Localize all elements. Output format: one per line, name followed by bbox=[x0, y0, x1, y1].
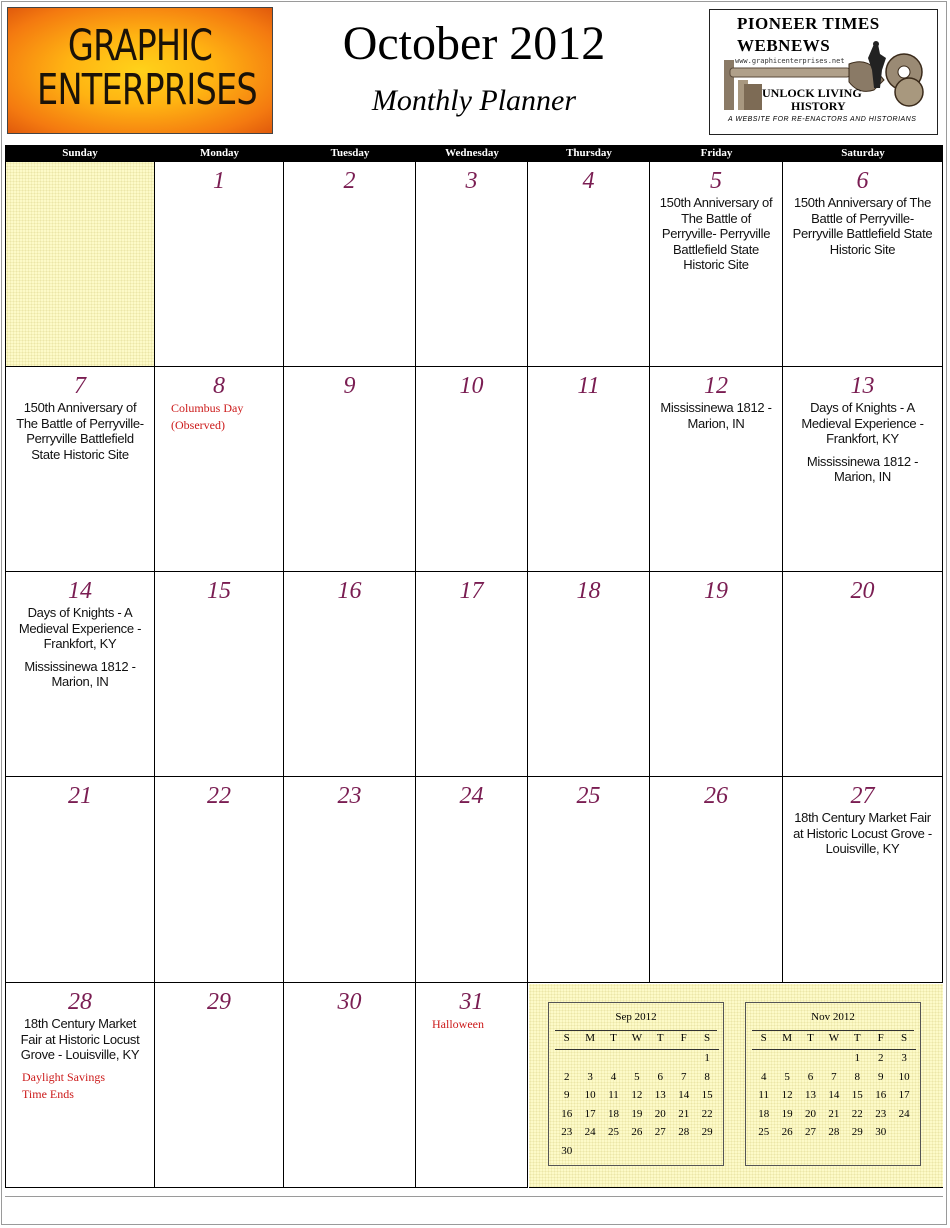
day-number: 22 bbox=[207, 783, 231, 809]
mini-day[interactable]: 7 bbox=[680, 1070, 687, 1083]
mini-calendar-nov bbox=[745, 1002, 921, 1166]
graphic-enterprises-logo bbox=[7, 7, 273, 134]
mini-day[interactable]: 30 bbox=[875, 1126, 887, 1138]
day-cell-10[interactable] bbox=[416, 367, 528, 572]
mini-day[interactable]: 16 bbox=[561, 1107, 573, 1120]
day-cell-20[interactable] bbox=[783, 572, 943, 777]
mini-day[interactable]: 25 bbox=[607, 1126, 619, 1138]
day-number: 16 bbox=[337, 578, 362, 604]
mini-day[interactable]: 26 bbox=[781, 1126, 793, 1138]
day-number: 5 bbox=[710, 168, 722, 194]
day-cell-7[interactable] bbox=[5, 367, 155, 572]
page-title: October 2012 bbox=[342, 17, 606, 70]
mini-day[interactable]: 2 bbox=[563, 1070, 570, 1083]
event-text: Mississinewa 1812 - Marion, IN bbox=[660, 400, 772, 431]
mini-day[interactable]: 11 bbox=[608, 1089, 619, 1101]
day-cell-16[interactable] bbox=[284, 572, 416, 777]
mini-weekday-label: F bbox=[680, 1032, 687, 1044]
mini-day[interactable]: 18 bbox=[607, 1107, 619, 1120]
mini-day[interactable]: 29 bbox=[851, 1126, 863, 1138]
mini-day[interactable]: 23 bbox=[875, 1107, 887, 1120]
holiday-text: Time Ends bbox=[22, 1086, 74, 1101]
day-number: 26 bbox=[704, 783, 728, 809]
mini-day[interactable]: 24 bbox=[584, 1126, 596, 1138]
day-number: 12 bbox=[704, 373, 728, 399]
day-number: 13 bbox=[850, 373, 875, 399]
mini-day[interactable]: 17 bbox=[898, 1089, 910, 1101]
day-cell-24[interactable] bbox=[416, 777, 528, 983]
day-cell-9[interactable] bbox=[284, 367, 416, 572]
day-number: 15 bbox=[207, 578, 231, 604]
day-cell-26[interactable] bbox=[650, 777, 783, 983]
day-number: 23 bbox=[337, 783, 362, 809]
mini-calendar-area bbox=[529, 984, 943, 1188]
mini-weekday-label: T bbox=[807, 1032, 814, 1044]
day-cell-13[interactable] bbox=[783, 367, 943, 572]
event-text: 150th Anniversary of The Battle of Perryville- Perryville Battlefield State Historic Site bbox=[659, 195, 773, 272]
mini-day[interactable]: 12 bbox=[781, 1089, 793, 1101]
day-cell-11[interactable] bbox=[528, 367, 650, 572]
mini-day[interactable]: 30 bbox=[561, 1144, 573, 1157]
mini-day[interactable]: 10 bbox=[584, 1089, 596, 1101]
logo-url: www.graphicenterprises.net bbox=[735, 57, 845, 65]
divider bbox=[752, 1049, 916, 1050]
day-number: 19 bbox=[704, 578, 728, 604]
mini-day[interactable]: 20 bbox=[804, 1107, 816, 1120]
day-cell-12[interactable] bbox=[650, 367, 783, 572]
mini-weekday-label: S bbox=[563, 1032, 570, 1044]
mini-day[interactable]: 15 bbox=[851, 1089, 863, 1101]
divider bbox=[752, 1030, 914, 1031]
event-text: Mississinewa 1812 - Marion, IN bbox=[806, 453, 919, 484]
mini-day[interactable]: 24 bbox=[898, 1107, 910, 1120]
day-cell-30[interactable] bbox=[284, 983, 416, 1188]
day-cell-23[interactable] bbox=[284, 777, 416, 983]
holiday-text: Columbus Day bbox=[171, 401, 244, 415]
day-number: 25 bbox=[576, 783, 601, 809]
mini-day[interactable]: 9 bbox=[877, 1070, 884, 1083]
divider bbox=[555, 1030, 717, 1031]
day-cell-19[interactable] bbox=[650, 572, 783, 777]
day-cell-28[interactable] bbox=[5, 983, 155, 1188]
history-text: HISTORY bbox=[791, 99, 846, 113]
mini-day[interactable]: 6 bbox=[807, 1070, 814, 1083]
page-subtitle: Monthly Planner bbox=[371, 84, 577, 117]
mini-day[interactable]: 25 bbox=[758, 1126, 770, 1138]
empty-day-cell[interactable] bbox=[5, 162, 155, 367]
mini-day[interactable]: 7 bbox=[831, 1070, 837, 1083]
mini-day[interactable]: 12 bbox=[631, 1089, 643, 1101]
holiday-text: (Observed) bbox=[171, 418, 225, 432]
mini-day[interactable]: 26 bbox=[631, 1126, 643, 1138]
day-number: 4 bbox=[582, 168, 595, 194]
day-number: 7 bbox=[74, 373, 86, 399]
mini-day[interactable]: 5 bbox=[634, 1070, 640, 1083]
logo-line-2: ENTERPRISES bbox=[37, 65, 257, 115]
day-cell-6[interactable] bbox=[783, 162, 943, 367]
unlock-living-text: UNLOCK LIVING bbox=[762, 86, 862, 100]
mini-day[interactable]: 19 bbox=[631, 1107, 643, 1120]
weekday-label-sunday: Sunday bbox=[62, 147, 98, 159]
mini-day[interactable]: 14 bbox=[678, 1089, 690, 1101]
mini-day[interactable]: 2 bbox=[877, 1052, 884, 1064]
event-text: 18th Century Market Fair at Historic Locust Grove - Louisville, KY bbox=[793, 810, 932, 856]
weekday-label-monday: Monday bbox=[199, 147, 240, 159]
mini-day[interactable]: 6 bbox=[657, 1070, 664, 1083]
mini-day[interactable]: 27 bbox=[804, 1126, 816, 1138]
day-number: 21 bbox=[68, 783, 92, 809]
mini-day[interactable]: 22 bbox=[701, 1107, 713, 1120]
mini-day[interactable]: 13 bbox=[804, 1089, 816, 1101]
day-number: 6 bbox=[856, 168, 869, 194]
weekday-header bbox=[5, 145, 943, 162]
event-text: 150th Anniversary of The Battle of Perryville- Perryville Battlefield State Historic Site bbox=[792, 195, 933, 257]
webnews-title: WEBNEWS bbox=[737, 36, 831, 55]
mini-day[interactable]: 28 bbox=[828, 1126, 840, 1138]
mini-day[interactable]: 9 bbox=[563, 1089, 570, 1101]
day-cell-5[interactable] bbox=[650, 162, 783, 367]
divider bbox=[555, 1049, 719, 1050]
day-number: 8 bbox=[213, 373, 225, 399]
mini-weekday-label: S bbox=[704, 1032, 711, 1044]
weekday-label-saturday: Saturday bbox=[841, 147, 885, 159]
mini-day[interactable]: 1 bbox=[854, 1052, 861, 1064]
mini-day[interactable]: 29 bbox=[701, 1126, 713, 1138]
day-number: 18 bbox=[576, 578, 601, 604]
mini-day[interactable]: 19 bbox=[781, 1107, 793, 1120]
day-cell-29[interactable] bbox=[155, 983, 284, 1188]
mini-weekday-label: S bbox=[901, 1032, 908, 1044]
mini-day[interactable]: 22 bbox=[851, 1107, 863, 1120]
event-text: Mississinewa 1812 - Marion, IN bbox=[24, 658, 136, 689]
day-number: 29 bbox=[207, 989, 231, 1015]
mini-weekday-label: W bbox=[828, 1032, 840, 1044]
day-cell-18[interactable] bbox=[528, 572, 650, 777]
weekday-label-friday: Friday bbox=[700, 147, 733, 159]
mini-day[interactable]: 18 bbox=[758, 1107, 770, 1120]
mini-day[interactable]: 13 bbox=[654, 1089, 666, 1101]
day-number: 11 bbox=[577, 373, 600, 399]
mini-calendar-sep bbox=[548, 1002, 724, 1166]
weekday-label-thursday: Thursday bbox=[566, 147, 612, 159]
pioneer-times-title: PIONEER TIMES bbox=[737, 14, 880, 33]
mini-weekday-label: T bbox=[853, 1032, 861, 1044]
logo-line-1: GRAPHIC bbox=[67, 21, 213, 71]
day-number: 9 bbox=[343, 373, 356, 399]
day-number: 3 bbox=[465, 168, 478, 194]
mini-weekday-label: S bbox=[760, 1032, 767, 1044]
day-number: 20 bbox=[850, 578, 875, 604]
mini-day[interactable]: 4 bbox=[760, 1070, 767, 1083]
day-cell-22[interactable] bbox=[155, 777, 284, 983]
day-cell-4[interactable] bbox=[528, 162, 650, 367]
mini-day[interactable]: 27 bbox=[654, 1126, 666, 1138]
mini-calendar-title: Sep 2012 bbox=[615, 1011, 657, 1023]
mini-day[interactable]: 10 bbox=[898, 1070, 910, 1083]
day-number: 28 bbox=[68, 989, 92, 1015]
mini-calendar-title: Nov 2012 bbox=[811, 1011, 855, 1023]
day-cell-14[interactable] bbox=[5, 572, 155, 777]
holiday-text: Daylight Savings bbox=[22, 1069, 105, 1084]
mini-day[interactable]: 4 bbox=[610, 1070, 617, 1083]
divider bbox=[5, 1196, 943, 1197]
day-cell-15[interactable] bbox=[155, 572, 284, 777]
day-number: 17 bbox=[459, 578, 484, 604]
weekday-label-tuesday: Tuesday bbox=[330, 147, 370, 159]
day-number: 10 bbox=[459, 373, 484, 399]
mini-day[interactable]: 14 bbox=[828, 1089, 840, 1101]
day-number: 1 bbox=[213, 168, 225, 194]
mini-day[interactable]: 3 bbox=[587, 1070, 593, 1083]
day-cell-8[interactable] bbox=[155, 367, 284, 572]
day-number: 27 bbox=[850, 783, 875, 809]
day-cell-27[interactable] bbox=[783, 777, 943, 983]
mini-weekday-label: T bbox=[656, 1032, 664, 1044]
day-cell-2[interactable] bbox=[284, 162, 416, 367]
day-number: 31 bbox=[459, 989, 484, 1015]
day-cell-21[interactable] bbox=[5, 777, 155, 983]
day-number: 2 bbox=[343, 168, 356, 194]
mini-day[interactable]: 3 bbox=[901, 1052, 907, 1064]
mini-day[interactable]: 8 bbox=[854, 1070, 861, 1083]
mini-day[interactable]: 23 bbox=[561, 1126, 573, 1138]
mini-weekday-label: F bbox=[877, 1032, 884, 1044]
mini-day[interactable]: 28 bbox=[678, 1126, 690, 1138]
mini-day[interactable]: 8 bbox=[704, 1070, 710, 1083]
logo-tagline: A WEBSITE FOR RE-ENACTORS AND HISTORIANS bbox=[728, 116, 917, 123]
mini-day[interactable]: 1 bbox=[704, 1052, 710, 1064]
mini-day[interactable]: 11 bbox=[758, 1089, 769, 1101]
event-text: 18th Century Market Fair at Historic Locust Grove - Louisville, KY bbox=[20, 1016, 140, 1062]
day-number: 30 bbox=[337, 989, 362, 1015]
day-cell-17[interactable] bbox=[416, 572, 528, 777]
day-cell-25[interactable] bbox=[528, 777, 650, 983]
holiday-text: Halloween bbox=[432, 1017, 484, 1031]
mini-day[interactable]: 16 bbox=[875, 1089, 887, 1101]
mini-weekday-label: M bbox=[782, 1032, 792, 1044]
mini-weekday-label: W bbox=[631, 1032, 643, 1044]
mini-day[interactable]: 17 bbox=[584, 1107, 596, 1120]
mini-day[interactable]: 20 bbox=[654, 1107, 666, 1120]
event-text: 150th Anniversary of The Battle of Perryville- Perryville Battlefield State Historic Site bbox=[16, 400, 144, 462]
day-cell-1[interactable] bbox=[155, 162, 284, 367]
mini-day[interactable]: 21 bbox=[828, 1107, 840, 1120]
mini-day[interactable]: 5 bbox=[784, 1070, 790, 1083]
weekday-label-wednesday: Wednesday bbox=[445, 147, 499, 159]
mini-weekday-label: T bbox=[610, 1032, 617, 1044]
day-number: 24 bbox=[459, 783, 484, 809]
event-text: Days of Knights - A Medieval Experience - Frankfort, KY bbox=[801, 400, 924, 446]
day-cell-31[interactable] bbox=[416, 983, 528, 1188]
day-number: 14 bbox=[68, 578, 92, 604]
mini-day[interactable]: 21 bbox=[678, 1107, 690, 1120]
event-text: Days of Knights - A Medieval Experience - Frankfort, KY bbox=[18, 605, 142, 651]
mini-day[interactable]: 15 bbox=[701, 1089, 713, 1101]
pioneer-times-logo bbox=[709, 9, 938, 135]
day-cell-3[interactable] bbox=[416, 162, 528, 367]
mini-weekday-label: M bbox=[585, 1032, 595, 1044]
